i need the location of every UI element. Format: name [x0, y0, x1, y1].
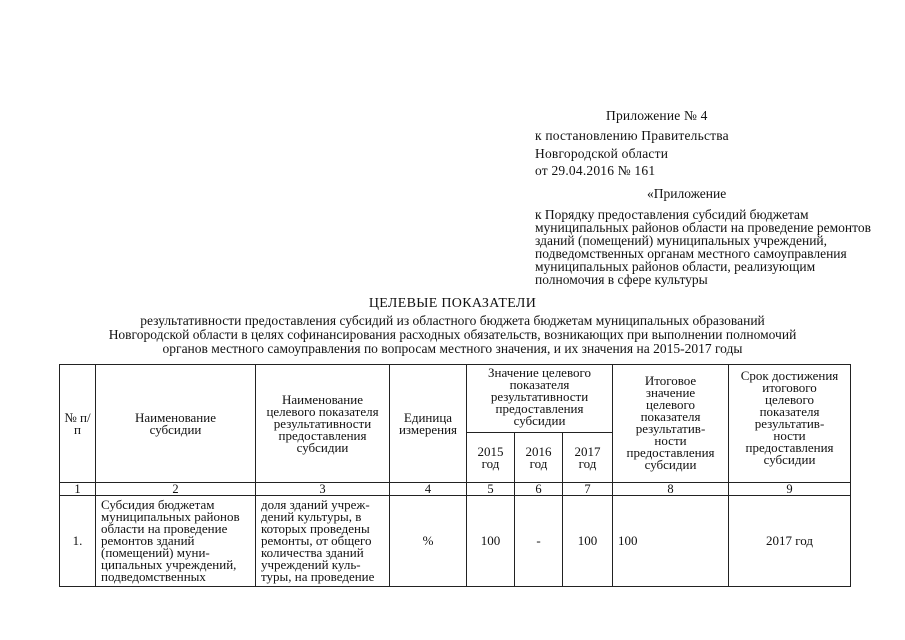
header-subsidy: Наименование субсидии: [96, 365, 256, 483]
indicators-table: [59, 364, 851, 587]
annex-line-1: к постановлению Правительства: [535, 128, 729, 143]
header-target-value: Значение целевого показателя результативности предоставления субсидии: [467, 365, 613, 433]
row-value-2017: 100: [563, 496, 613, 587]
row-indicator-name: доля зданий учреж-дений культуры, в которых проведены ремонты, от общего количества зданий учреждений куль-туры, на проведение: [256, 496, 390, 587]
row-subsidy-name: Субсидия бюджетам муниципальных районов области на проведение ремонтов зданий (помещений) муни-ципальных учреждений, подведомственных: [96, 496, 256, 587]
column-number: 7: [563, 483, 613, 496]
table-header-row: [60, 365, 851, 433]
row-value-2016: -: [515, 496, 563, 587]
document-subtitle-line-2: Новгородской области в целях софинансирования расходных обязательств, возникающих при выполнении полномочий: [108, 327, 797, 342]
column-number: 2: [96, 483, 256, 496]
column-number: 6: [515, 483, 563, 496]
document-subtitle: [30, 314, 875, 356]
header-unit: Единица измерения: [390, 365, 467, 483]
header-num: № п/п: [60, 365, 96, 483]
column-number: 8: [613, 483, 729, 496]
document-title: ЦЕЛЕВЫЕ ПОКАЗАТЕЛИ: [368, 296, 537, 311]
document-subtitle-line-3: органов местного самоуправления по вопросам местного значения, и их значения на 2015-2017 годы: [162, 341, 743, 356]
column-number: 1: [60, 483, 96, 496]
column-number: 3: [256, 483, 390, 496]
header-year-2016: 2016 год: [515, 433, 563, 483]
order-annex-text: к Порядку предоставления субсидий бюджетам муниципальных районов области на проведение ремонтов зданий (помещений) муниципальных учреждений, подведомственных органам местного самоуправления муниципальных районов области, реализующим полномочия в сфере культуры: [535, 207, 871, 287]
row-final-value: 100: [613, 496, 729, 587]
annex-line-3: от 29.04.2016 № 161: [535, 163, 656, 178]
header-indicator: Наименование целевого показателя результативности предоставления субсидии: [256, 365, 390, 483]
column-number: 4: [390, 483, 467, 496]
row-value-2015: 100: [467, 496, 515, 587]
header-year-2017: 2017 год: [563, 433, 613, 483]
column-number: 9: [729, 483, 851, 496]
header-final-value: Итоговое значение целевого показателя результатив-ности предоставления субсидии: [613, 365, 729, 483]
row-deadline: 2017 год: [729, 496, 851, 587]
row-number: 1.: [60, 496, 96, 587]
row-unit: %: [390, 496, 467, 587]
header-deadline: Срок достижения итогового целевого показателя результатив-ности предоставления субсидии: [729, 365, 851, 483]
header-year-2015: 2015 год: [467, 433, 515, 483]
column-numbers-row: [60, 483, 851, 496]
annex-line-2: Новгородской области: [535, 146, 669, 161]
order-annex-title: «Приложение: [647, 186, 727, 201]
table-row: [60, 496, 851, 587]
annex-number: Приложение № 4: [606, 108, 708, 123]
column-number: 5: [467, 483, 515, 496]
document-subtitle-line-1: результативности предоставления субсидий из областного бюджета бюджетам муниципальных образований: [140, 313, 765, 328]
